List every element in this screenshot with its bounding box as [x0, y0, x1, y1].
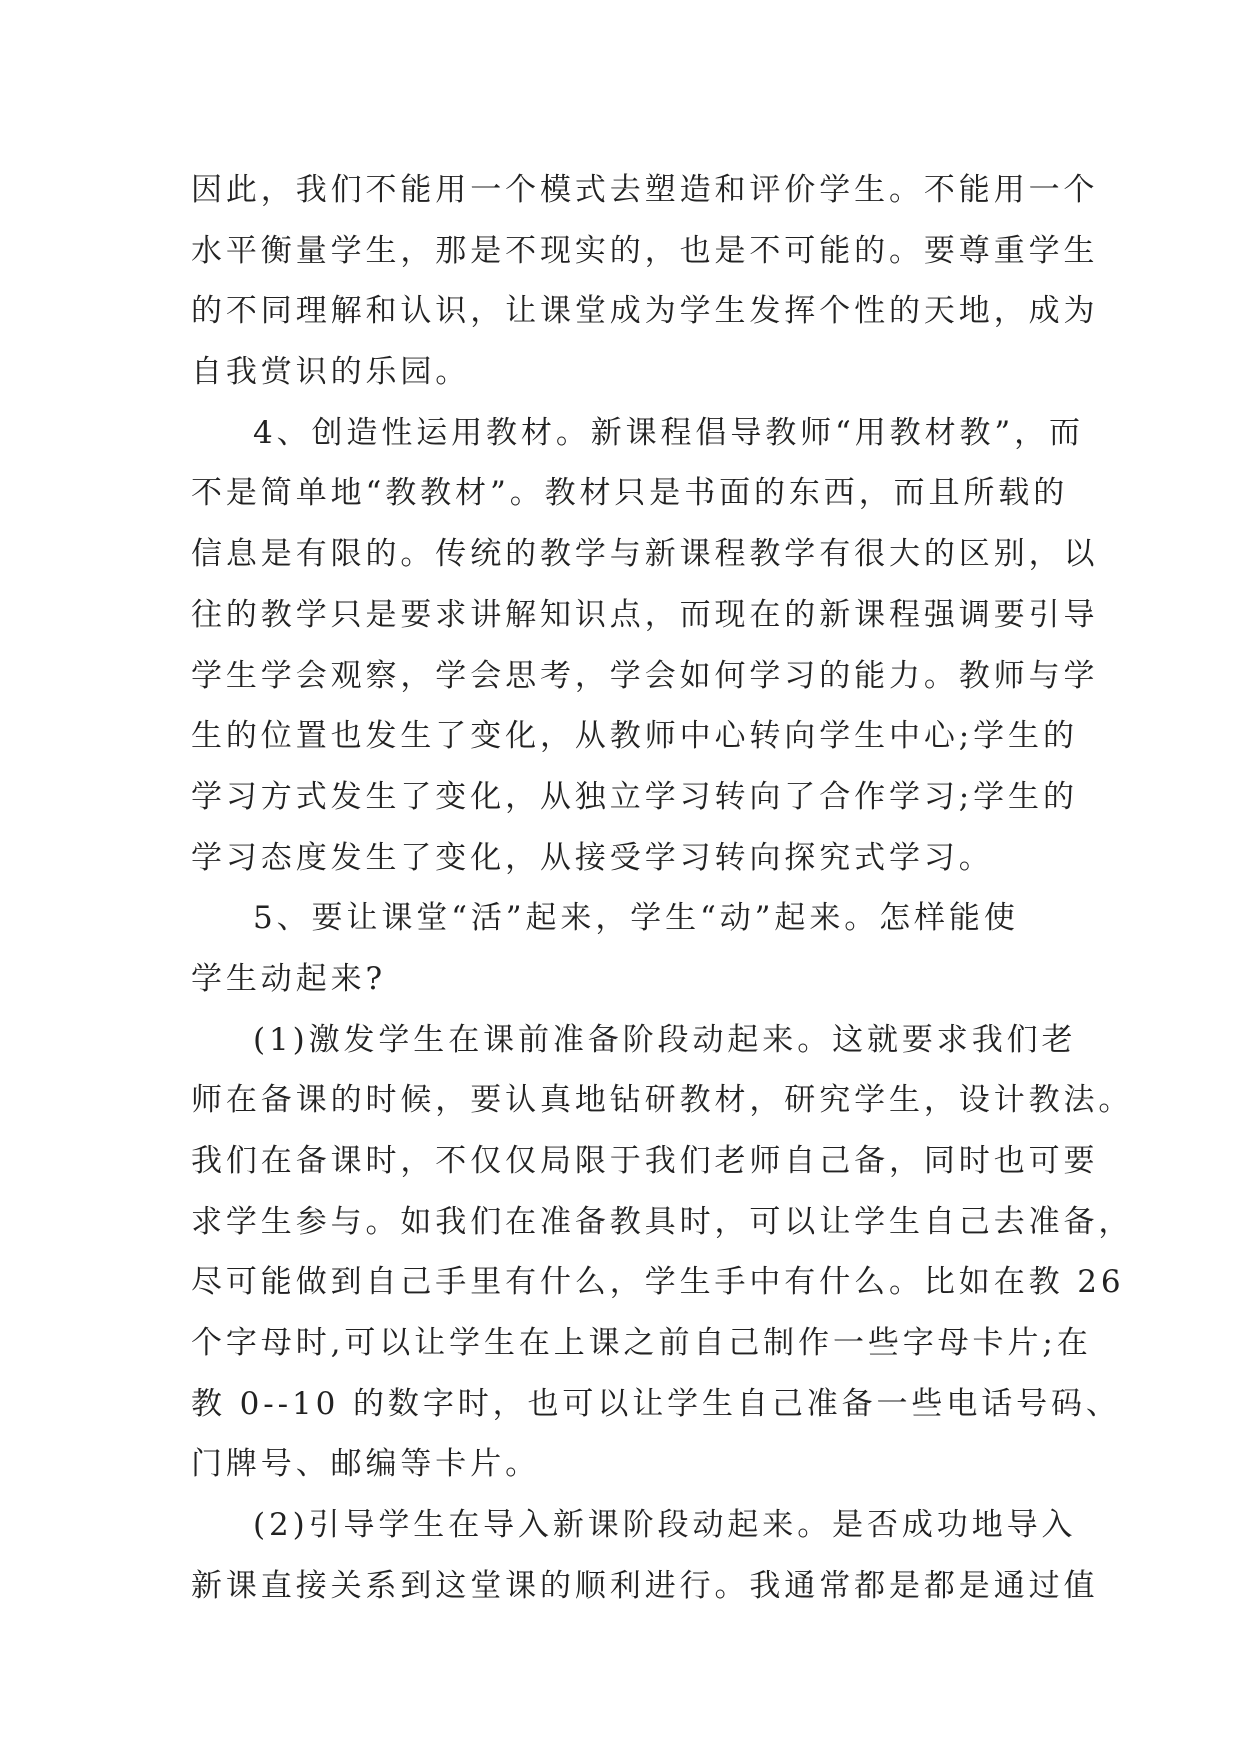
text-line-2: 水平衡量学生，那是不现实的，也是不可能的。要尊重学生 — [191, 232, 1099, 269]
text-line-14: 学生动起来? — [191, 960, 387, 997]
text-line-10: 生的位置也发生了变化，从教师中心转向学生中心;学生的 — [191, 718, 1078, 755]
text-line-9: 学生学会观察，学会思考，学会如何学习的能力。教师与学 — [191, 657, 1099, 694]
text-line-8: 往的教学只是要求讲解知识点，而现在的新课程强调要引导 — [191, 596, 1099, 633]
text-line-11: 学习方式发生了变化，从独立学习转向了合作学习;学生的 — [191, 778, 1078, 815]
text-line-13: 5、要让课堂“活”起来，学生“动”起来。怎样能使 — [253, 900, 1019, 937]
text-line-17: 我们在备课时，不仅仅局限于我们老师自己备，同时也可要 — [191, 1143, 1099, 1179]
document-body — [191, 160, 1134, 1617]
text-line-4: 自我赏识的乐园。 — [191, 354, 471, 391]
text-line-18: 求学生参与。如我们在准备教具时，可以让学生自己去准备， — [191, 1203, 1134, 1240]
text-line-1: 因此，我们不能用一个模式去塑造和评价学生。不能用一个 — [191, 172, 1099, 208]
text-line-15: (1)激发学生在课前准备阶段动起来。这就要求我们老 — [253, 1021, 1077, 1058]
text-line-21: 教 0--10 的数字时，也可以让学生自己准备一些电话号码、 — [191, 1385, 1121, 1422]
text-line-16: 师在备课的时候，要认真地钻研教材，研究学生，设计教法。 — [191, 1082, 1134, 1119]
text-line-6: 不是简单地“教教材”。教材只是书面的东西，而且所载的 — [191, 475, 1069, 512]
text-line-22: 门牌号、邮编等卡片。 — [191, 1446, 540, 1483]
text-line-24: 新课直接关系到这堂课的顺利进行。我通常都是都是通过值 — [191, 1567, 1099, 1604]
text-line-20: 个字母时,可以让学生在上课之前自己制作一些字母卡片;在 — [191, 1325, 1092, 1362]
text-line-5: 4、创造性运用教材。新课程倡导教师“用教材教”，而 — [253, 414, 1084, 451]
text-line-19: 尽可能做到自己手里有什么，学生手中有什么。比如在教 26 — [191, 1264, 1125, 1301]
text-line-12: 学习态度发生了变化，从接受学习转向探究式学习。 — [191, 839, 994, 876]
text-line-7: 信息是有限的。传统的教学与新课程教学有很大的区别，以 — [191, 536, 1099, 573]
text-line-3: 的不同理解和认识，让课堂成为学生发挥个性的天地，成为 — [191, 293, 1099, 330]
text-line-23: (2)引导学生在导入新课阶段动起来。是否成功地导入 — [253, 1507, 1077, 1544]
